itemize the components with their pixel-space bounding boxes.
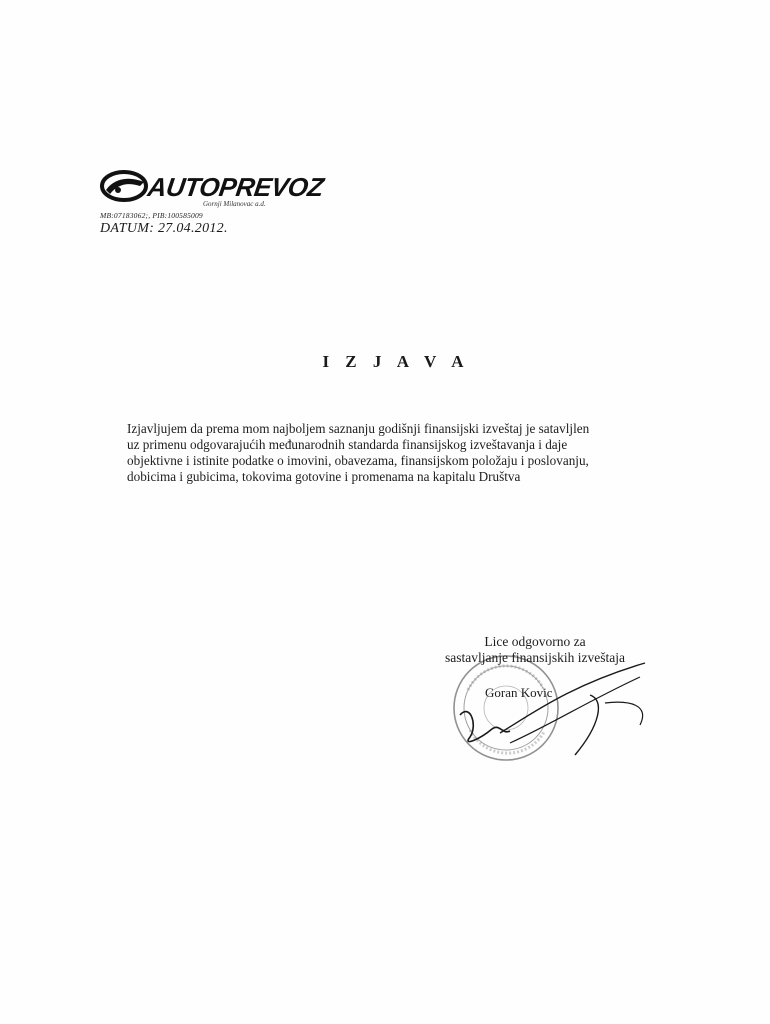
- statement-line: dobicima i gubicima, tokovima gotovine i promenama na kapitalu Društva: [127, 469, 521, 484]
- document-date: DATUM: 27.04.2012.: [100, 221, 228, 236]
- document-title: I Z J A V A: [322, 352, 470, 371]
- company-ids: MB:07183062;, PIB:100585009: [100, 211, 203, 220]
- signatory-name: Goran Kovic: [485, 685, 553, 700]
- signatory-label-line1: Lice odgovorno za: [484, 634, 586, 649]
- brand-subtitle: Gornji Milanovac a.d.: [203, 200, 266, 208]
- signatory-label: [425, 634, 645, 666]
- statement-line: Izjavljujem da prema mom najboljem saznanju godišnji finansijski izveštaj je satavljlen: [127, 421, 590, 436]
- autoprevoz-emblem-icon: [100, 168, 148, 204]
- handwritten-signature: [440, 655, 660, 775]
- statement-line: objektivne i istinite podatke o imovini, obavezama, finansijskom položaju i poslovanju,: [127, 453, 589, 468]
- statement-body: [127, 421, 647, 485]
- statement-line: uz primenu odgovarajućih međunarodnih standarda finansijskog izveštavanja i daje: [127, 437, 568, 452]
- signatory-label-line2: sastavljanje finansijskih izveštaja: [445, 650, 625, 665]
- brand-name: AUTOPREVOZ: [145, 172, 326, 202]
